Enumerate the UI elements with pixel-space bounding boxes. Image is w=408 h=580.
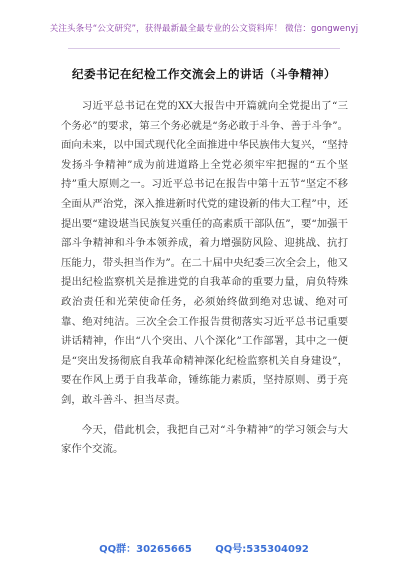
document-title: 纪委书记在纪检工作交流会上的讲话（斗争精神） bbox=[72, 67, 336, 81]
body-paragraph-2: 今天，借此机会，我把自己对“斗争精神”的学习领会与大家作个交流。 bbox=[61, 423, 348, 456]
footer-qq-group: QQ群：30265665 bbox=[99, 544, 192, 555]
page-header bbox=[0, 0, 408, 52]
page-footer bbox=[0, 540, 408, 555]
document-body bbox=[61, 97, 348, 460]
header-banner-text: 关注头条号“公文研究”，获得最新最全最专业的公文资料库！ 微信：gongwenyj bbox=[49, 24, 359, 34]
footer-qq-number: QQ号:535304092 bbox=[215, 544, 309, 555]
body-paragraph-1: 习近平总书记在党的XX大报告中开篇就向全党提出了“三个务必”的要求，第三个务必就是“务必敢于斗争、善于斗争”。面向未来，以中国式现代化全面推进中华民族伟大复兴，“坚持发扬斗争精神”成为前进道路上全党必须牢牢把握的“五个坚持”重大原则之一。习近平总书记在报告中第十五节“坚定不移全面从严治党，深入推进新时代党的建设新的伟大工程”中，还提出要“建设堪当民族复兴重任的高素质干部队伍”，要“加强干部斗争精神和斗争本领养成，着力增强防风险、迎挑战、抗打压能力，带头担当作为”。在二十届中央纪委三次全会上，他又提出纪检监察机关是推进党的自我革命的重要力量，肩负特殊政治责任和光荣使命任务，必须始终做到绝对忠诚、绝对可靠、绝对纯洁。三次全会工作报告贯彻落实习近平总书记重要讲话精神，作出“八个突出、八个深化”工作部署，其中之一便是“突出发扬彻底自我革命精神深化纪检监察机关自身建设”，要在作风上勇于自我革命，锤练能力素质，坚持原则、勇于亮剑，敢斗善斗、担当尽责。 bbox=[61, 100, 348, 406]
header-divider bbox=[68, 48, 340, 49]
